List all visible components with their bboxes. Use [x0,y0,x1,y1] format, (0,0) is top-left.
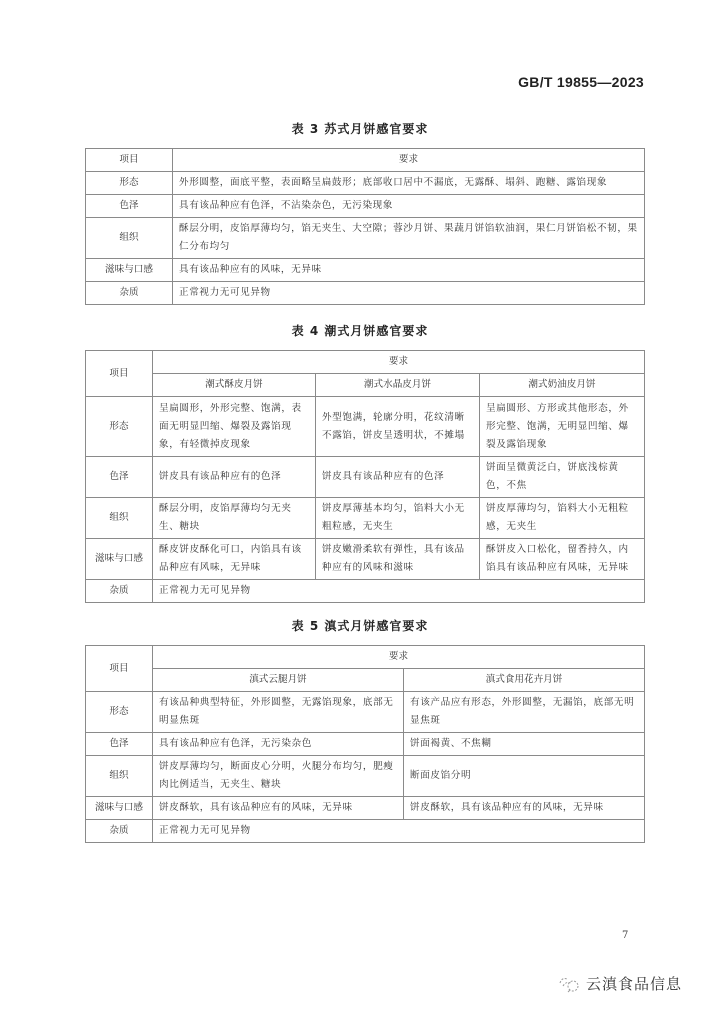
table4-header-requirement: 要求 [153,351,645,374]
row-cell: 饼面呈微黄泛白，饼底浅棕黄色，不焦 [480,457,645,498]
table-row [86,195,645,218]
table4-subheader: 潮式水晶皮月饼 [316,374,480,397]
row-requirement: 具有该品种应有色泽，不沾染杂色，无污染现象 [173,195,645,218]
row-item: 色泽 [86,733,153,756]
table4-subheader: 潮式酥皮月饼 [153,374,316,397]
row-requirement: 外形圆整，面底平整，表面略呈扁鼓形；底部收口居中不漏底，无露酥、塌斜、跑糖、露馅现象 [173,172,645,195]
standard-number: GB/T 19855—2023 [518,74,644,90]
table4-caption: 表 4 潮式月饼感官要求 [291,324,429,338]
row-item: 滋味与口感 [86,797,153,820]
row-cell-merged: 正常视力无可见异物 [153,820,645,843]
row-item: 组织 [86,756,153,797]
table-row [86,733,645,756]
watermark-text: 云滇食品信息 [586,975,683,993]
table5-caption: 表 5 滇式月饼感官要求 [291,619,429,633]
table3-caption: 表 3 苏式月饼感官要求 [291,122,429,136]
row-cell: 饼皮厚薄均匀，馅料大小无粗粒感，无夹生 [480,498,645,539]
row-requirement: 具有该品种应有的风味，无异味 [173,259,645,282]
row-item: 色泽 [86,195,173,218]
page-number: 7 [622,930,629,941]
table-row [86,580,645,603]
table3-header-requirement: 要求 [173,149,645,172]
row-item: 杂质 [86,580,153,603]
table4-subheader: 潮式奶油皮月饼 [480,374,645,397]
row-item: 形态 [86,397,153,457]
row-item: 杂质 [86,820,153,843]
row-cell: 饼皮具有该品种应有的色泽 [153,457,316,498]
row-item: 色泽 [86,457,153,498]
table5-subheader: 滇式食用花卉月饼 [404,669,645,692]
table4-chao-style-mooncake [85,350,645,603]
table-row [86,820,645,843]
table-row [86,218,645,259]
row-cell: 有该品种典型特征，外形圆整，无露馅现象，底部无明显焦斑 [153,692,404,733]
table3-su-style-mooncake [85,148,645,305]
row-cell: 饼面褐黄、不焦糊 [404,733,645,756]
row-cell: 饼皮厚薄基本均匀，馅料大小无粗粒感，无夹生 [316,498,480,539]
row-item: 组织 [86,218,173,259]
row-cell: 具有该品种应有色泽，无污染杂色 [153,733,404,756]
table-row [86,397,645,457]
row-cell: 饼皮嫩滑柔软有弹性，具有该品种应有的风味和滋味 [316,539,480,580]
row-cell: 断面皮馅分明 [404,756,645,797]
row-cell: 外型饱满，轮廓分明，花纹清晰不露馅，饼皮呈透明状，不摊塌 [316,397,480,457]
row-item: 滋味与口感 [86,259,173,282]
table-row [86,756,645,797]
table5-header-item: 项目 [86,646,153,692]
row-item: 形态 [86,692,153,733]
row-item: 组织 [86,498,153,539]
table5-dian-style-mooncake [85,645,645,843]
row-requirement: 酥层分明，皮馅厚薄均匀，馅无夹生、大空隙；蓉沙月饼、果蔬月饼馅软油润，果仁月饼馅松不韧，果仁分布均匀 [173,218,645,259]
row-item: 杂质 [86,282,173,305]
row-cell: 饼皮酥软，具有该品种应有的风味，无异味 [153,797,404,820]
table3-header-item: 项目 [86,149,173,172]
row-cell: 饼皮具有该品种应有的色泽 [316,457,480,498]
row-cell: 饼皮酥软，具有该品种应有的风味，无异味 [404,797,645,820]
row-cell: 酥层分明，皮馅厚薄均匀无夹生、糖块 [153,498,316,539]
table-row [86,539,645,580]
row-item: 形态 [86,172,173,195]
table-row [86,172,645,195]
row-cell: 有该产品应有形态，外形圆整，无漏馅，底部无明显焦斑 [404,692,645,733]
table4-header-item: 项目 [86,351,153,397]
table-row [86,259,645,282]
watermark [558,973,682,994]
row-cell: 呈扁圆形，外形完整、饱满，表面无明显凹缩、爆裂及露馅现象，有轻微掉皮现象 [153,397,316,457]
row-cell: 呈扁圆形、方形或其他形态，外形完整、饱满，无明显凹缩、爆裂及露馅现象 [480,397,645,457]
row-cell-merged: 正常视力无可见异物 [153,580,645,603]
row-requirement: 正常视力无可见异物 [173,282,645,305]
wechat-official-account-icon [558,975,580,993]
table-row [86,692,645,733]
table5-header-requirement: 要求 [153,646,645,669]
table5-subheader: 滇式云腿月饼 [153,669,404,692]
table-row [86,498,645,539]
row-cell: 饼皮厚薄均匀，断面皮心分明，火腿分布均匀，肥瘦肉比例适当，无夹生、糖块 [153,756,404,797]
row-cell: 酥饼皮入口松化，留香持久，内馅具有该品种应有风味，无异味 [480,539,645,580]
row-item: 滋味与口感 [86,539,153,580]
table-row [86,457,645,498]
row-cell: 酥皮饼皮酥化可口，内馅具有该品种应有风味，无异味 [153,539,316,580]
table-row [86,797,645,820]
table-row [86,282,645,305]
